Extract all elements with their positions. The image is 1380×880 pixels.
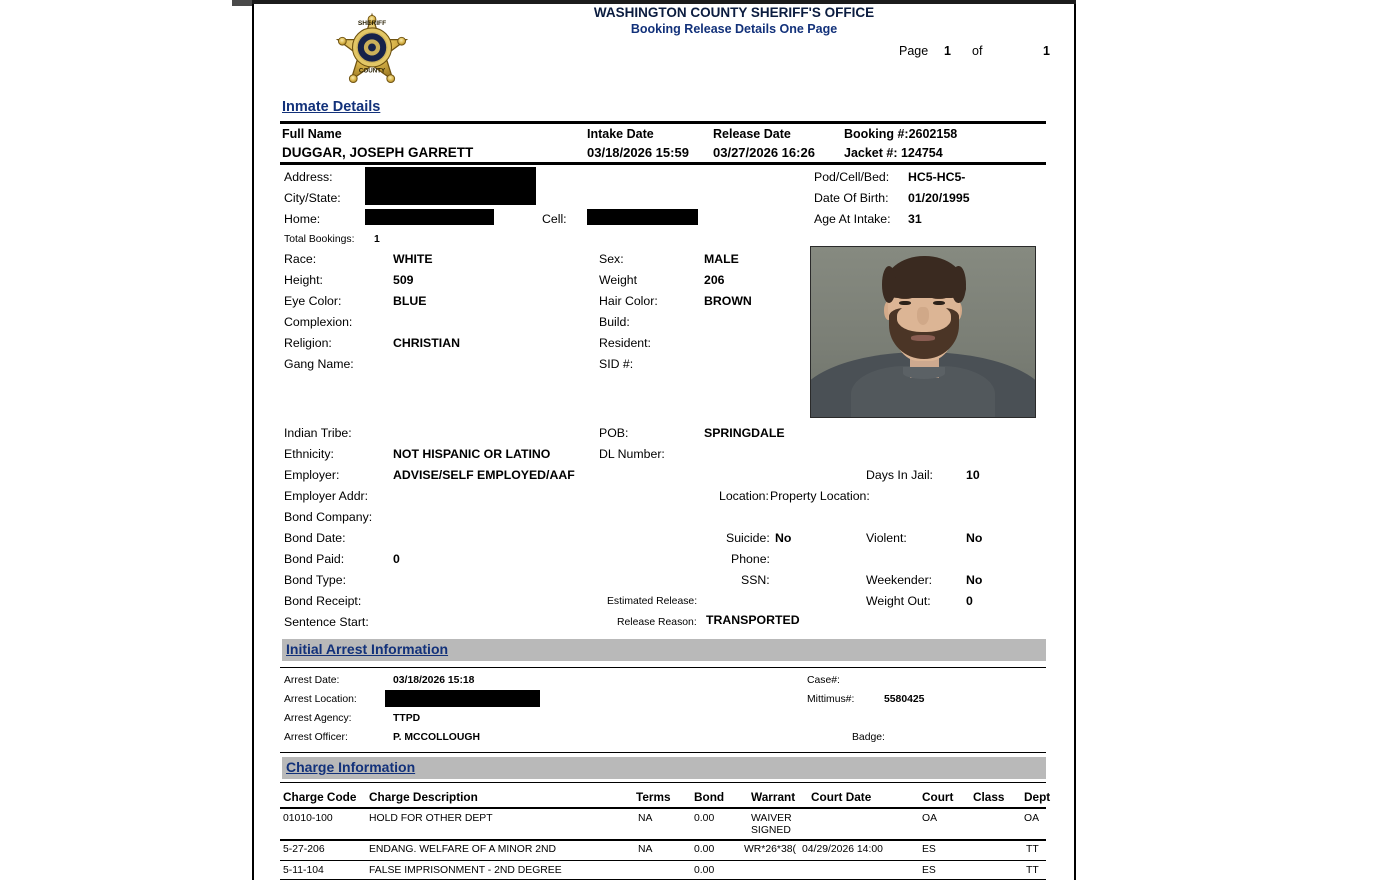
label-location: Location: xyxy=(719,489,769,503)
value-sex: MALE xyxy=(704,252,739,266)
value-days-in-jail: 10 xyxy=(966,468,980,482)
value-religion: CHRISTIAN xyxy=(393,336,460,350)
label-total-bookings: Total Bookings: xyxy=(284,234,355,245)
label-arrest-date: Arrest Date: xyxy=(284,675,340,686)
label-intake-date: Intake Date xyxy=(587,127,654,141)
value-suicide: No xyxy=(775,531,792,545)
value-eye-color: BLUE xyxy=(393,294,427,308)
label-indian-tribe: Indian Tribe: xyxy=(284,426,352,440)
label-bond-receipt: Bond Receipt: xyxy=(284,594,362,608)
section-title-initial-arrest: Initial Arrest Information xyxy=(286,641,449,657)
redaction-arrest-location xyxy=(385,690,540,707)
organization-title: WASHINGTON COUNTY SHERIFF'S OFFICE xyxy=(593,5,875,20)
table-row-1-terms: NA xyxy=(638,813,653,824)
value-full-name: DUGGAR, JOSEPH GARRETT xyxy=(282,145,474,160)
label-bond-paid: Bond Paid: xyxy=(284,552,345,566)
col-header-court: Court xyxy=(922,790,954,804)
label-height: Height: xyxy=(284,273,323,287)
label-arrest-officer: Arrest Officer: xyxy=(284,732,348,743)
label-hair-color: Hair Color: xyxy=(599,294,658,308)
value-employer: ADVISE/SELF EMPLOYED/AAF xyxy=(393,468,575,482)
label-violent: Violent: xyxy=(866,531,907,545)
redaction-cell-phone xyxy=(587,209,698,225)
col-header-dept: Dept xyxy=(1024,790,1051,804)
label-sex: Sex: xyxy=(599,252,624,266)
rule-under-row-1 xyxy=(280,839,1046,841)
col-header-class: Class xyxy=(973,790,1005,804)
value-weight-out: 0 xyxy=(966,594,973,608)
value-age-at-intake: 31 xyxy=(908,212,922,226)
label-eye-color: Eye Color: xyxy=(284,294,342,308)
label-dl-number: DL Number: xyxy=(599,447,665,461)
value-intake-date: 03/18/2026 15:59 xyxy=(587,145,689,160)
label-ssn: SSN: xyxy=(741,573,770,587)
label-pob: POB: xyxy=(599,426,629,440)
sheriff-star-badge-icon xyxy=(332,10,412,88)
label-full-name: Full Name xyxy=(282,127,342,141)
table-row-3-charge-code: 5-11-104 xyxy=(283,865,324,876)
value-arrest-officer: P. MCCOLLOUGH xyxy=(393,732,480,743)
label-weekender: Weekender: xyxy=(866,573,933,587)
table-row-2-charge-description: ENDANG. WELFARE OF A MINOR 2ND xyxy=(369,844,557,855)
label-booking-number: Booking #:2602158 xyxy=(844,127,958,141)
table-row-1-warrant-line1: WAIVER xyxy=(751,813,792,824)
label-build: Build: xyxy=(599,315,630,329)
section-title-charge-information: Charge Information xyxy=(286,759,416,775)
label-phone: Phone: xyxy=(731,552,770,566)
value-release-date: 03/27/2026 16:26 xyxy=(713,145,815,160)
value-date-of-birth: 01/20/1995 xyxy=(908,191,970,205)
svg-text:COUNTY: COUNTY xyxy=(358,67,386,75)
label-sid: SID #: xyxy=(599,357,634,371)
table-row-3-court: ES xyxy=(922,865,936,876)
rule-under-arrest-section xyxy=(280,752,1046,753)
label-home: Home: xyxy=(284,212,321,226)
rule-under-charge-band xyxy=(280,782,1046,783)
col-header-terms: Terms xyxy=(636,790,671,804)
label-date-of-birth: Date Of Birth: xyxy=(814,191,889,205)
label-badge: Badge: xyxy=(852,732,885,743)
svg-text:SHERIFF: SHERIFF xyxy=(357,19,387,27)
rule-under-arrest-band xyxy=(280,667,1046,668)
page-of: of xyxy=(972,44,983,58)
page-number: 1 xyxy=(944,44,951,58)
table-row-2-warrant-line1: WR*26*38( xyxy=(744,844,796,855)
label-release-reason: Release Reason: xyxy=(617,617,697,628)
value-release-reason: TRANSPORTED xyxy=(706,613,800,627)
redaction-address xyxy=(365,167,536,205)
label-mittimus: Mittimus#: xyxy=(807,694,855,705)
label-jacket-number: Jacket #: 124754 xyxy=(844,146,943,160)
label-cell: Cell: xyxy=(542,212,567,226)
value-ethnicity: NOT HISPANIC OR LATINO xyxy=(393,447,551,461)
label-address: Address: xyxy=(284,170,333,184)
label-race: Race: xyxy=(284,252,317,266)
table-row-1-charge-description: HOLD FOR OTHER DEPT xyxy=(369,813,493,824)
value-pob: SPRINGDALE xyxy=(704,426,785,440)
label-employer: Employer: xyxy=(284,468,340,482)
label-resident: Resident: xyxy=(599,336,651,350)
table-row-3-dept: TT xyxy=(1026,865,1039,876)
table-row-1-dept: OA xyxy=(1024,813,1040,824)
table-row-2-bond: 0.00 xyxy=(694,844,715,855)
value-hair-color: BROWN xyxy=(704,294,752,308)
col-header-court-date: Court Date xyxy=(811,790,872,804)
label-case-number: Case#: xyxy=(807,675,840,686)
table-row-3-charge-description: FALSE IMPRISONMENT - 2ND DEGREE xyxy=(369,865,562,876)
value-violent: No xyxy=(966,531,983,545)
section-band-initial-arrest xyxy=(282,639,1046,661)
table-row-2-court: ES xyxy=(922,844,936,855)
label-complexion: Complexion: xyxy=(284,315,353,329)
value-bond-paid: 0 xyxy=(393,552,400,566)
label-gang-name: Gang Name: xyxy=(284,357,354,371)
page-word: Page xyxy=(899,44,929,58)
col-header-bond: Bond xyxy=(694,790,725,804)
document-page xyxy=(252,4,1076,880)
label-weight-out: Weight Out: xyxy=(866,594,931,608)
value-total-bookings: 1 xyxy=(374,234,380,245)
label-estimated-release: Estimated Release: xyxy=(607,596,698,607)
rule-under-column-headers xyxy=(280,807,1046,809)
value-mittimus: 5580425 xyxy=(884,694,925,705)
label-bond-company: Bond Company: xyxy=(284,510,373,524)
value-height: 509 xyxy=(393,273,414,287)
label-ethnicity: Ethnicity: xyxy=(284,447,334,461)
label-sentence-start: Sentence Start: xyxy=(284,615,369,629)
label-release-date: Release Date xyxy=(713,127,791,141)
label-weight: Weight xyxy=(599,273,638,287)
table-row-1-warrant-line2: SIGNED xyxy=(751,825,791,836)
table-row-1-charge-code: 01010-100 xyxy=(283,813,333,824)
report-subtitle: Booking Release Details One Page xyxy=(630,22,838,36)
value-arrest-date: 03/18/2026 15:18 xyxy=(393,675,475,686)
label-city-state: City/State: xyxy=(284,191,341,205)
value-weight: 206 xyxy=(704,273,725,287)
label-employer-addr: Employer Addr: xyxy=(284,489,369,503)
section-title-inmate-details: Inmate Details xyxy=(282,99,381,115)
page-total: 1 xyxy=(1043,44,1050,58)
col-header-warrant: Warrant xyxy=(751,790,796,804)
table-row-1-court: OA xyxy=(922,813,938,824)
col-header-charge-code: Charge Code xyxy=(283,790,357,804)
label-pod-cell-bed: Pod/Cell/Bed: xyxy=(814,170,890,184)
label-bond-date: Bond Date: xyxy=(284,531,346,545)
label-arrest-agency: Arrest Agency: xyxy=(284,713,352,724)
value-arrest-agency: TTPD xyxy=(393,713,421,724)
label-religion: Religion: xyxy=(284,336,332,350)
value-race: WHITE xyxy=(393,252,433,266)
table-row-2-court-date: 04/29/2026 14:00 xyxy=(802,844,883,855)
rule-under-inmate-details xyxy=(280,121,1046,124)
rule-under-row-2 xyxy=(280,860,1046,861)
table-row-3-bond: 0.00 xyxy=(694,865,715,876)
col-header-charge-description: Charge Description xyxy=(369,790,478,804)
value-pod-cell-bed: HC5-HC5- xyxy=(908,170,966,184)
table-row-2-terms: NA xyxy=(638,844,653,855)
table-row-1-bond: 0.00 xyxy=(694,813,715,824)
label-suicide: Suicide: xyxy=(726,531,770,545)
label-bond-type: Bond Type: xyxy=(284,573,346,587)
label-property-location: Property Location: xyxy=(770,489,870,503)
section-band-charge-information xyxy=(282,757,1046,779)
label-age-at-intake: Age At Intake: xyxy=(814,212,891,226)
rule-under-name-row xyxy=(280,162,1046,165)
table-row-2-dept: TT xyxy=(1026,844,1039,855)
redaction-home-phone xyxy=(365,209,494,225)
label-arrest-location: Arrest Location: xyxy=(284,694,357,705)
value-weekender: No xyxy=(966,573,983,587)
inmate-mugshot xyxy=(810,246,1036,418)
table-row-2-charge-code: 5-27-206 xyxy=(283,844,325,855)
label-days-in-jail: Days In Jail: xyxy=(866,468,933,482)
